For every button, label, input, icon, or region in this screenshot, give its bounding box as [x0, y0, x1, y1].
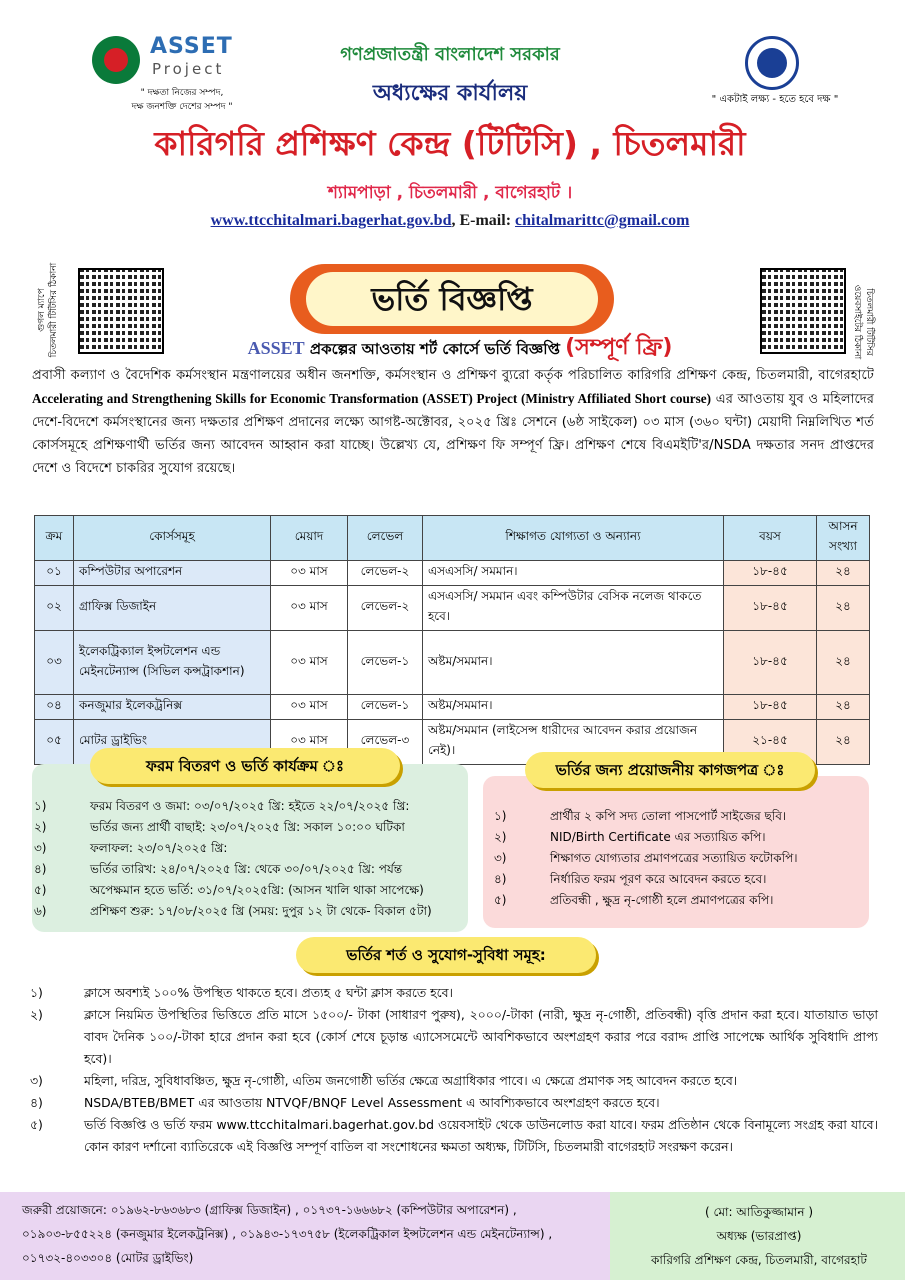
list-item: ৩) শিক্ষাগত যোগ্যতার প্রমাণপত্রের সত্যায়িত ফটোকপি। [494, 851, 798, 865]
list-item: ১) ফরম বিতরণ ও জমা: ০৩/০৭/২০২৫ খ্রি: হইতে ২২/০৭/২০২৫ খ্রি: [34, 799, 410, 813]
list-item: ৫) প্রতিবন্ধী , ক্ষুদ্র নৃ-গোষ্ঠী হলে প্রমাণপত্রের কপি। [494, 893, 774, 907]
conditions-list [30, 982, 878, 1158]
asset-logo-subtitle: Project [152, 60, 225, 78]
ttc-logo [745, 36, 799, 90]
signatory-name: ( মো: আতিকুজ্জামান ) [704, 1205, 814, 1219]
list-item: ৬) প্রশিক্ষণ শুরু: ১৭/০৮/২০২৫ খ্রি (সময়: দুপুর ১২ টা থেকে- বিকাল ৫টা) [34, 904, 432, 918]
schedule-title: ফরম বিতরণ ও ভর্তি কার্যক্রম ঃ [90, 748, 400, 784]
notice-subtitle: ASSET প্রকল্পের আওতায় শর্ট কোর্সে ভর্তি বিজ্ঞপ্তি (সম্পূর্ণ ফ্রি) [247, 335, 673, 360]
list-item: ৪) NSDA/BTEB/BMET এর আওতায় NTVQF/BNQF Level Assessment এ আবশ্যিকভাবে অংশগ্রহণ করতে হবে। [30, 1095, 660, 1110]
list-item: ৫) ভর্তি বিজ্ঞপ্তি ও ভর্তি ফরম www.ttcchitalmari.bagerhat.gov.bd ওয়েবসাইট থেকে ডাউনলোড করা যাবে। ফরম প্রতিষ্ঠান থেকে বিনামূল্যে সংগ্রহ করা যাবে। কোন কারণ দর্শানো ব্যাতিরেকে এই বিজ্ঞপ্তি সম্পূর্ণ বাতিল বা সংশোধনের ক্ষমতা অধ্যক্ষ, টিটিসি, চিতলমারী বাগেরহাট সংরক্ষণ করেন। [30, 1117, 878, 1154]
table-header-row [35, 516, 870, 561]
documents-list [494, 806, 798, 911]
bangladesh-govt-logo [92, 36, 140, 84]
signatory-title: অধ্যক্ষ (ভারপ্রাপ্ত) [716, 1229, 802, 1243]
schedule-list [34, 796, 432, 922]
list-item: ২) NID/Birth Certificate এর সত্যায়িত কপি। [494, 830, 766, 844]
col-duration: মেয়াদ [271, 516, 348, 561]
notice-title: ভর্তি বিজ্ঞপ্তি [306, 272, 598, 326]
asset-logo-title: ASSET [150, 34, 233, 59]
signatory-org: কারিগরি প্রশিক্ষণ কেন্দ্র, চিতলমারী, বাগেরহাট [651, 1253, 867, 1267]
list-item: ৩) ফলাফল: ২৩/০৭/২০২৫ খ্রি: [34, 841, 228, 855]
contact-line: www.ttcchitalmari.bagerhat.gov.bd, E-mail: chitalmarittc@gmail.com [210, 212, 690, 229]
list-item: ৪) ভর্তির তারিখ: ২৪/০৭/২০২৫ খ্রি: থেকে ৩০/০৭/২০২৫ খ্রি: পর্যন্ত [34, 862, 403, 876]
intro-paragraph: প্রবাসী কল্যাণ ও বৈদেশিক কর্মসংস্থান মন্ত্রণালয়ের অধীন জনশক্তি, কর্মসংস্থান ও প্রশিক্ষণ ব্যুরো কর্তৃক পরিচালিত কারিগরি প্রশিক্ষণ কেন্দ্র, চিতলমারী, বাগেরহাটে Accelerating and Strengthening Skills for Economic Transformation (ASSET) Project (Ministry Affiliated Short course) এর আওতায় যুব ও মহিলাদের দেশে-বিদেশে কর্মসংস্থানের জন্য দক্ষতার প্রশিক্ষণ প্রদানের লক্ষ্যে আগষ্ট-অক্টোবর, ২০২৫ খ্রিঃ সেশনে (৬ষ্ঠ সাইকেল) ০৩ মাস (৩৬০ ঘন্টা) মেয়াদী নিম্নলিখিত শর্ত কোর্সসমূহে প্রশিক্ষণার্থী ভর্তির জন্য আবেদন আহ্বান করা যাচ্ছে। উল্লেখ্য যে, প্রশিক্ষণ ফি সম্পূর্ণ ফ্রি। প্রশিক্ষণ শেষে বিএমইটি'র/NSDA দক্ষতার সনদ প্রাপ্তদের দেশে ও বিদেশে চাকরির সুযোগ রয়েছে। [32, 368, 874, 476]
col-seats: আসন সংখ্যা [817, 516, 870, 561]
col-qualification: শিক্ষাগত যোগ্যতা ও অন্যান্য [423, 516, 724, 561]
list-item: ৪) নির্ধারিত ফরম পূরণ করে আবেদন করতে হবে। [494, 872, 767, 886]
map-qr-label: গুগল ম্যাপে চিতলমারী টিটিসির ঠিকানা [37, 262, 59, 358]
list-item: ৩) মহিলা, দরিদ্র, সুবিধাবঞ্চিত, ক্ষুদ্র নৃ-গোষ্ঠী, এতিম জনগোষ্ঠী ভর্তির ক্ষেত্রে অগ্রাধিকার পাবে। এ ক্ষেত্রে প্রমাণক সহ আবেদন করতে হবে। [30, 1073, 738, 1088]
asset-tagline: " দক্ষতা নিজের সম্পদ, দক্ষ জনশক্তি দেশের সম্পদ " [131, 88, 233, 112]
table-row: ০১ কম্পিউটার অপারেশন ০৩ মাস লেভেল-২ এসএসসি/ সমমান। ১৮-৪৫ ২৪ [35, 561, 870, 586]
center-title: কারিগরি প্রশিক্ষণ কেন্দ্র (টিটিসি) , চিতলমারী [154, 124, 746, 163]
ttc-tagline: " একটাই লক্ষ্য - হতে হবে দক্ষ " [711, 94, 839, 105]
list-item: ১) ক্লাসে অবশ্যই ১০০% উপস্থিত থাকতে হবে। প্রত্যহ ৫ ঘন্টা ক্লাস করতে হবে। [30, 985, 453, 1000]
col-age: বয়স [724, 516, 817, 561]
col-serial: ক্রম [35, 516, 74, 561]
office-name: অধ্যক্ষের কার্যালয় [372, 81, 528, 106]
col-level: লেভেল [348, 516, 423, 561]
list-item: ১) প্রার্থীর ২ কপি সদ্য তোলা পাসপোর্ট সাইজের ছবি। [494, 809, 787, 823]
emergency-contacts: জরুরী প্রয়োজনে: ০১৯৬২-৮৬৩৬৮৩ (গ্রাফিক্স ডিজাইন) , ০১৭৩৭-১৬৬৬৮২ (কম্পিউটার অপারেশন) , ০১৯০৩-৮৫৫২২৪ (কনজুমার ইলেকট্রনিক্স) , ০১৯৪৩-১৭৩৭৫৮ (ইলেকট্রিকাল ইন্সটলেশন এন্ড মেইনটেন্যান্স) , ০১৭৩২-৪০৩৩০৪ (মোটর ড্রাইভিং) [22, 1203, 553, 1265]
table-row: ০২ গ্রাফিক্স ডিজাইন ০৩ মাস লেভেল-২ এসএসসি/ সমমান এবং কম্পিউটার বেসিক নলেজ থাকতে হবে। ১৮-৪৫ ২৪ [35, 586, 870, 631]
address: শ্যামপাড়া , চিতলমারী , বাগেরহাট । [327, 183, 573, 203]
government-name: গণপ্রজাতন্ত্রী বাংলাদেশ সরকার [340, 44, 560, 65]
list-item: ২) ক্লাসে নিয়মিত উপস্থিতির ভিত্তিতে প্রতি মাসে ১৫০০/- টাকা (সাধারণ পুরুষ), ২০০০/-টাকা (নারী, ক্ষুদ্র নৃ-গোষ্ঠী, প্রতিবন্ধী) বৃত্তি প্রদান করা হবে। যাতায়াত ভাড়া বাবদ দৈনিক ১০০/-টাকা হারে প্রদান করা হবে (কোর্স শেষে চূড়ান্ত এ্যাসেসমেন্টে আবশিকভাবে অংশগ্রহণ করার পরে বরাদ্দ প্রাপ্তি সাপেক্ষে আর্থিক সুবিধাদি প্রাপ্য হবে)। [30, 1007, 878, 1066]
list-item: ৫) অপেক্ষমান হতে ভর্তি: ৩১/০৭/২০২৫খ্রি: (আসন খালি থাকা সাপেক্ষে) [34, 883, 424, 897]
signature-block [620, 1200, 898, 1272]
table-row: ০৫ মোটর ড্রাইভিং ০৩ মাস লেভেল-৩ অষ্টম/সমমান (লাইসেন্স ধারীদের আবেদন করার প্রয়োজন নেই)। ২১-৪৫ ২৪ [35, 720, 870, 765]
conditions-title: ভর্তির শর্ত ও সুযোগ-সুবিধা সমূহ: [296, 937, 596, 973]
course-table [34, 515, 870, 765]
documents-title: ভর্তির জন্য প্রয়োজনীয় কাগজপত্র ঃ [525, 752, 815, 788]
col-course: কোর্সসমূহ [74, 516, 271, 561]
table-row: ০৪ কনজুমার ইলেকট্রনিক্স ০৩ মাস লেভেল-১ অষ্টম/সমমান। ১৮-৪৫ ২৪ [35, 695, 870, 720]
email-link[interactable]: chitalmarittc@gmail.com [515, 212, 690, 229]
list-item: ২) ভর্তির জন্য প্রার্থী বাছাই: ২৩/০৭/২০২৫ খ্রি: সকাল ১০:০০ ঘটিকা [34, 820, 405, 834]
website-qr-label: চিতলমারী টিটিসির ওয়েবসাইটের ঠিকানা [852, 284, 874, 360]
website-link[interactable]: www.ttcchitalmari.bagerhat.gov.bd [210, 212, 452, 229]
table-row: ০৩ ইলেকট্রিক্যাল ইন্সটলেশন এন্ড মেইনটেন্যান্স (সিভিল কন্সট্রাকশান) ০৩ মাস লেভেল-১ অষ্টম/সমমান। ১৮-৪৫ ২৪ [35, 631, 870, 695]
